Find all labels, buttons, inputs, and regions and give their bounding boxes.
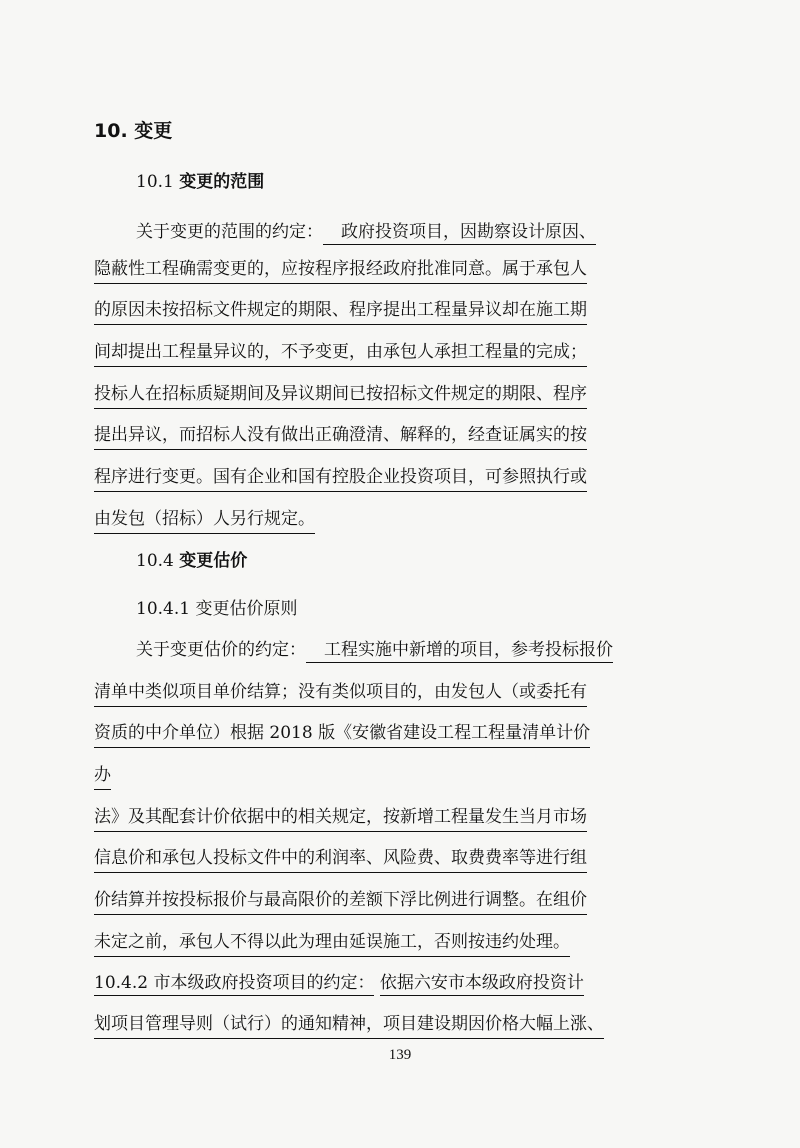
scope-line: 程序进行变更。国有企业和国有控股企业投资项目，可参照执行或: [94, 465, 587, 492]
scope-line: 政府投资项目，因勘察设计原因、: [341, 222, 596, 242]
subsection-title: 变更的范围: [179, 172, 265, 192]
pricing-lead: 关于变更估价的约定：: [136, 640, 306, 660]
section-heading: [94, 119, 172, 143]
scope-line: 提出异议，而招标人没有做出正确澄清、解释的，经查证属实的按: [94, 423, 587, 450]
pricing-line: 资质的中介单位）根据 2018 版《安徽省建设工程工程量清单计价: [94, 721, 590, 748]
pricing-line: 信息价和承包人投标文件中的利润率、风险费、取费费率等进行组: [94, 846, 587, 873]
pricing-line: 未定之前，承包人不得以此为理由延误施工，否则按违约处理。: [94, 930, 570, 957]
scope-line: 由发包（招标）人另行规定。: [94, 507, 315, 534]
section-number: 10.: [94, 120, 128, 142]
subsection-title: 变更估价原则: [195, 599, 298, 619]
scope-first-line: [136, 220, 596, 244]
subsection-title: 变更估价: [179, 551, 248, 571]
pricing-line: 法》及其配套计价依据中的相关规定，按新增工程量发生当月市场: [94, 805, 587, 832]
subsection-heading-10-4-1: [136, 597, 297, 621]
subsection-number: 10.1: [136, 172, 174, 192]
pricing-first-line: [136, 638, 613, 662]
section-title: 变更: [134, 120, 173, 142]
pricing-line: 价结算并按投标报价与最高限价的差额下浮比例进行调整。在组价: [94, 888, 587, 915]
scope-line: 投标人在招标质疑期间及异议期间已按招标文件规定的期限、程序: [94, 382, 587, 409]
scope-lead: 关于变更的范围的约定：: [136, 222, 323, 242]
scope-line: 的原因未按招标文件规定的期限、程序提出工程量异议却在施工期: [94, 298, 587, 325]
subsection-number: 10.4.1: [136, 599, 191, 619]
subsection-heading-10-1: [136, 170, 264, 194]
page-number: 139: [388, 1047, 412, 1063]
city-line: 划项目管理导则（试行）的通知精神，项目建设期因价格大幅上涨、: [94, 1012, 604, 1039]
subsection-heading-10-4: [136, 549, 247, 573]
city-lead: 10.4.2 市本级政府投资项目的约定：: [94, 973, 374, 996]
pricing-line: 办: [94, 763, 111, 790]
subsection-number: 10.4: [136, 551, 174, 571]
scope-line: 隐蔽性工程确需变更的，应按程序报经政府批准同意。属于承包人: [94, 257, 587, 284]
scope-line: 间却提出工程量异议的，不予变更，由承包人承担工程量的完成；: [94, 340, 587, 367]
pricing-line: 工程实施中新增的项目，参考投标报价: [324, 640, 613, 660]
city-first-line: [94, 971, 584, 995]
pricing-line: 清单中类似项目单价结算；没有类似项目的，由发包人（或委托有: [94, 680, 587, 707]
city-line: 依据六安市本级政府投资计: [380, 973, 584, 996]
